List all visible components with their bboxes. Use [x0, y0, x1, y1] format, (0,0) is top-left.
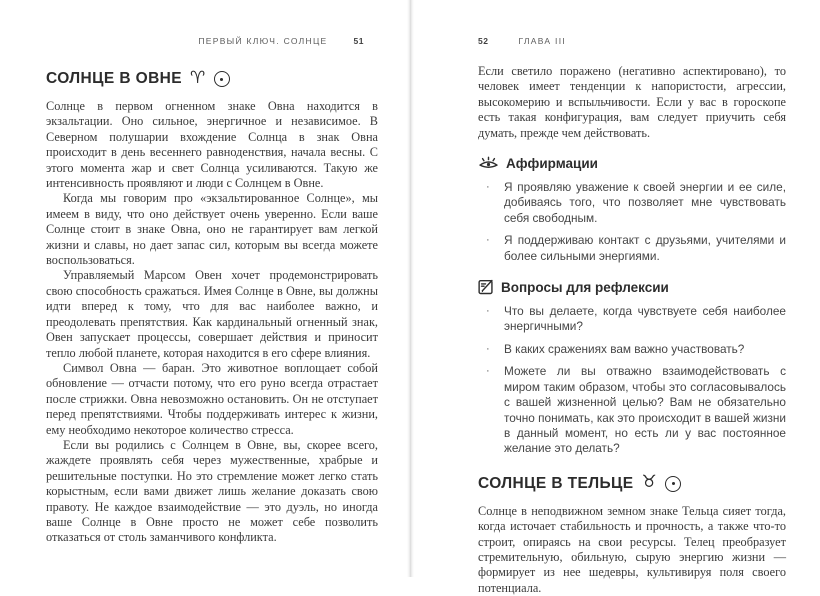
- paragraph: Когда мы говорим про «экзальтированное Солнце», мы имеем в виду, что оно действует очень уверенно. Если ваше Солнце стоит в знаке Овна, оно не гарантирует вам легкой жизни и славы, но дает запас сил, которым вы всегда можете воспользоваться.: [46, 191, 378, 268]
- reflection-question: В каких сражениях вам важно участвовать?: [504, 341, 745, 356]
- right-page: [410, 0, 820, 595]
- running-header-title: ПЕРВЫЙ КЛЮЧ. СОЛНЦЕ: [198, 36, 328, 46]
- list-item: [478, 233, 786, 264]
- bullet-marker: ·: [486, 305, 490, 318]
- affirmations-title: Аффирмации: [506, 156, 598, 172]
- paragraph: Если вы родились с Солнцем в Овне, вы, скорее всего, жаждете проявлять себя через мужественные, храбрые и решительные поступки. Но это стремление может легко стать корыстным, если вами движет лишь желание доказать свою правоту. Не каждое взаимодействие — это дуэль, но иногда ваше Солнце в Овне просто не может себе позволить отказаться от столь заманчивого конфликта.: [46, 437, 378, 545]
- running-header-title: ГЛАВА III: [518, 36, 567, 46]
- running-header-right: [478, 36, 786, 48]
- list-item: [478, 342, 786, 357]
- taurus-symbol-icon: ♉: [641, 472, 658, 493]
- affirmation-text: Я проявляю уважение к своей энергии и ее силе, добиваясь того, что позволяет мне чувствовать себя свободным.: [504, 180, 786, 225]
- reflection-question: Что вы делаете, когда чувствуете себя наиболее энергичными?: [504, 304, 786, 334]
- sun-symbol-dot: [220, 78, 223, 81]
- list-item: [478, 304, 786, 335]
- note-pencil-icon: [478, 279, 494, 295]
- bullet-marker: ·: [486, 365, 490, 378]
- list-item: [478, 180, 786, 226]
- affirmations-heading: [478, 156, 786, 171]
- reflection-heading: [478, 279, 786, 295]
- paragraph: Солнце в неподвижном земном знаке Тельца сияет тогда, когда источает стабильность и прочность, а также что-то строит, опираясь на свои ресурсы. Телец преобразует стремительную, обильную, сырую энергию жизни — формирует из нее шедевры, культивируя поля своего потенциала.: [478, 503, 786, 595]
- affirmation-text: Я поддерживаю контакт с друзьями, учителями и более сильными энергиями.: [504, 233, 786, 263]
- bullet-marker: ·: [486, 234, 490, 247]
- paragraph: Если светило поражено (негативно аспектировано), то человек имеет тенденции к напористости, агрессии, высокомерию и вспыльчивости. Если у вас в гороскопе есть такая конфигурация, вам следует приучить себя думать, прежде чем действовать.: [478, 64, 786, 140]
- bullet-marker: ·: [486, 181, 490, 194]
- list-item: [478, 364, 786, 456]
- running-header-left: [46, 36, 378, 48]
- sun-symbol-dot: [672, 482, 675, 485]
- page-number-right: 52: [478, 36, 489, 46]
- page-number-left: 51: [353, 36, 364, 46]
- reflection-question: Можете ли вы отважно взаимодействовать с миром таким образом, чтобы это согласовывалось с вашей жизненной целью? Вам не обязательно точно понимать, как это происходит в вашей жизни в данный момент, но есть ли у вас постоянное желание это делать?: [504, 364, 786, 456]
- reflection-title: Вопросы для рефлексии: [501, 279, 669, 295]
- sun-symbol-icon: [665, 476, 681, 492]
- heading-text: СОЛНЦЕ В ТЕЛЬЦЕ: [478, 474, 634, 492]
- paragraph: Солнце в первом огненном знаке Овна находится в экзальтации. Оно сильное, энергичное и независимое. В Северном полушарии вхождение Солнца в знак Овна происходит в день весеннего равноденствия, начала весны. С этого момента жар и свет Солнца усиливаются. Такую же интенсивность проявляют и люди с Солнцем в Овне.: [46, 99, 378, 191]
- bullet-marker: ·: [486, 342, 490, 355]
- heading-text: СОЛНЦЕ В ОВНЕ: [46, 70, 182, 87]
- paragraph: Символ Овна — баран. Это животное воплощает собой обновление — отчасти потому, что его руно всегда отрастает после стрижки. Овна невозможно остановить. Он не отступает перед препятствиями. Чтобы поддерживать интерес к жизни, ему необходимо некоторое количество стресса.: [46, 360, 378, 437]
- aries-symbol-icon: ♈: [190, 67, 206, 88]
- section-heading-taurus: [478, 472, 786, 493]
- section-heading-aries: [46, 67, 378, 88]
- sun-symbol-icon: [214, 71, 230, 87]
- paragraph: Управляемый Марсом Овен хочет продемонстрировать свою способность сражаться. Имея Солнце в Овне, вы должны идти вперед к тому, что для вас наиболее важно, и преодолевать препятствия. Как кардинальный огненный знак, Овен запускает процессы, совершает действия и приносит тепло любой планете, которая находится в его сфере влияния.: [46, 268, 378, 360]
- eye-icon: [478, 156, 499, 171]
- left-page: [0, 0, 410, 577]
